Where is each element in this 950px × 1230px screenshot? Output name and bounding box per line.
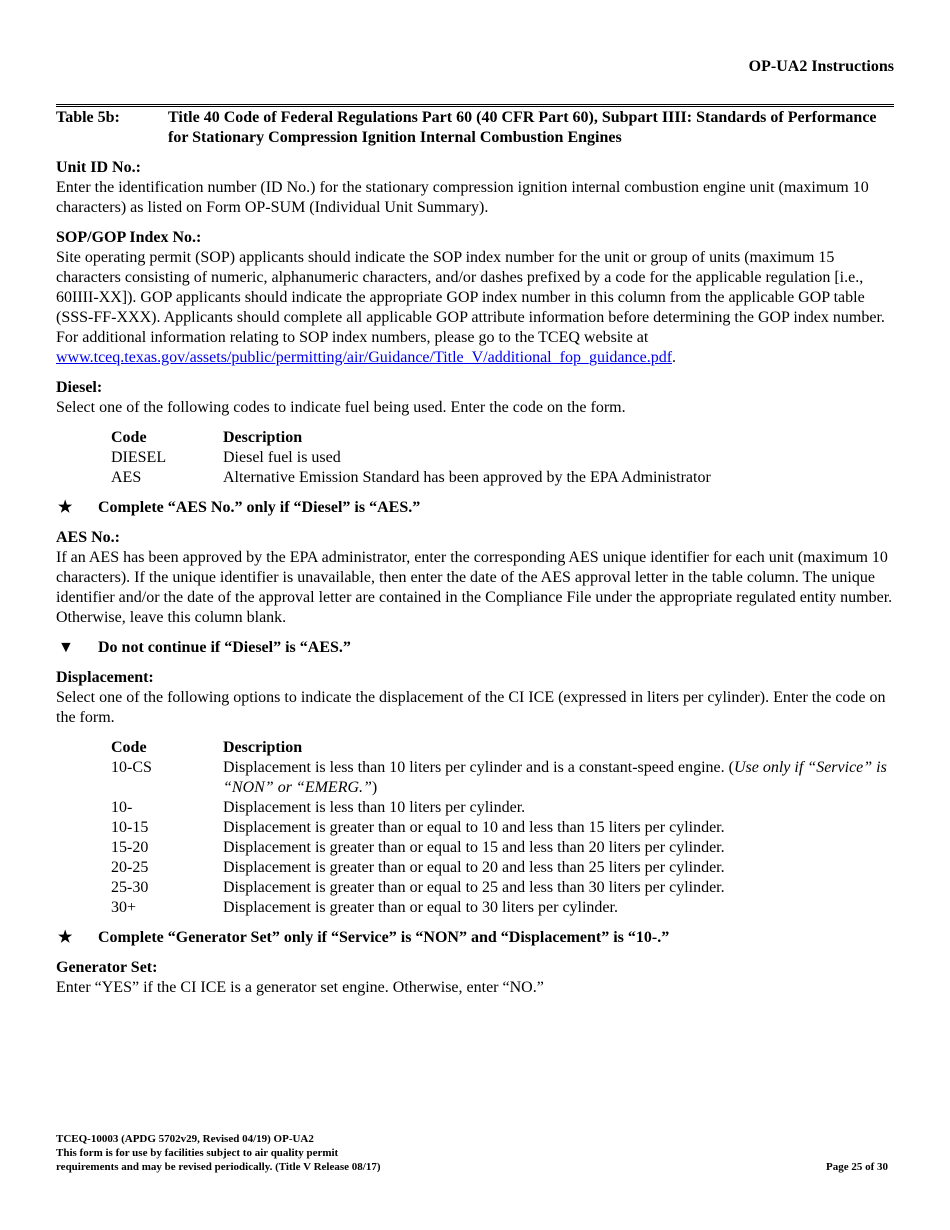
description-cell: Displacement is greater than or equal to 15 and less than 20 liters per cylinder. bbox=[223, 839, 725, 856]
table-row bbox=[111, 818, 894, 838]
footer-form-info bbox=[56, 1132, 380, 1174]
triangle-down-icon: ▼ bbox=[58, 639, 74, 656]
section-aes-no bbox=[56, 528, 894, 628]
diesel-heading: Diesel: bbox=[56, 379, 103, 396]
description-text: Displacement is less than 10 liters per cylinder and is a constant-speed engine. ( bbox=[223, 759, 734, 776]
table-row bbox=[111, 798, 894, 818]
description-cell: Displacement is greater than or equal to 20 and less than 25 liters per cylinder. bbox=[223, 859, 725, 876]
description-cell bbox=[223, 758, 894, 798]
note-stop-aes-text: Do not continue if “Diesel” is “AES.” bbox=[98, 639, 351, 656]
code-cell: AES bbox=[111, 469, 142, 486]
sop-gop-heading: SOP/GOP Index No.: bbox=[56, 229, 202, 246]
description-cell: Displacement is less than 10 liters per cylinder. bbox=[223, 799, 526, 816]
description-italic: Use only if “Service” is “NON” or “EMERG.” bbox=[223, 759, 887, 796]
aes-no-body: If an AES has been approved by the EPA administrator, enter the corresponding AES unique identifier for each unit (maximum 10 characters). If the unique identifier is unavailable, then enter the date of the AES approval letter in the table column. The unique identifier and/or the date of the approval letter are contained in the Compliance File under the appropriate regulated entity number. Otherwise, leave this column blank. bbox=[56, 549, 893, 626]
code-cell: DIESEL bbox=[111, 449, 167, 466]
note-complete-aes bbox=[56, 498, 894, 518]
displacement-heading: Displacement: bbox=[56, 669, 154, 686]
table-row bbox=[111, 878, 894, 898]
description-cell: Diesel fuel is used bbox=[223, 449, 341, 466]
section-sop-gop bbox=[56, 228, 894, 368]
star-icon: ★ bbox=[58, 499, 73, 516]
table-row bbox=[111, 858, 894, 878]
description-cell: Displacement is greater than or equal to 10 and less than 15 liters per cylinder. bbox=[223, 819, 725, 836]
code-cell: 15-20 bbox=[111, 839, 149, 856]
star-icon: ★ bbox=[58, 929, 73, 946]
table-row bbox=[111, 838, 894, 858]
code-cell: 20-25 bbox=[111, 859, 149, 876]
description-cell: Alternative Emission Standard has been approved by the EPA Administrator bbox=[223, 469, 711, 486]
description-cell: Displacement is greater than or equal to 30 liters per cylinder. bbox=[223, 899, 618, 916]
diesel-body: Select one of the following codes to indicate fuel being used. Enter the code on the form. bbox=[56, 399, 626, 416]
section-displacement bbox=[56, 668, 894, 728]
page-header-title: OP-UA2 Instructions bbox=[748, 58, 894, 75]
displacement-code-header bbox=[111, 738, 894, 758]
generator-set-body: Enter “YES” if the CI ICE is a generator set engine. Otherwise, enter “NO.” bbox=[56, 979, 544, 996]
displacement-code-table bbox=[111, 738, 894, 918]
aes-no-heading: AES No.: bbox=[56, 529, 121, 546]
note-stop-aes bbox=[56, 638, 894, 658]
displacement-col-description: Description bbox=[223, 739, 303, 756]
code-cell: 25-30 bbox=[111, 879, 149, 896]
displacement-body: Select one of the following options to indicate the displacement of the CI ICE (expressed in liters per cylinder). Enter the code on the form. bbox=[56, 689, 886, 726]
code-cell: 10-15 bbox=[111, 819, 149, 836]
table-title-text: Title 40 Code of Federal Regulations Part 60 (40 CFR Part 60), Subpart IIII: Standards of Performance for Stationary Compression Ignition Internal Combustion Engines bbox=[168, 109, 877, 146]
table-number: Table 5b: bbox=[56, 109, 120, 126]
section-generator-set bbox=[56, 958, 894, 998]
table-row bbox=[111, 898, 894, 918]
code-cell: 10- bbox=[111, 799, 133, 816]
code-cell: 30+ bbox=[111, 899, 137, 916]
footer-line-1: TCEQ-10003 (APDG 5702v29, Revised 04/19) OP-UA2 bbox=[56, 1133, 314, 1145]
footer-line-3: requirements and may be revised periodically. (Title V Release 08/17) bbox=[56, 1161, 381, 1173]
description-cell: Displacement is greater than or equal to 25 and less than 30 liters per cylinder. bbox=[223, 879, 725, 896]
table-row bbox=[111, 758, 894, 798]
page-footer bbox=[56, 1132, 888, 1174]
code-cell: 10-CS bbox=[111, 759, 152, 776]
diesel-code-table bbox=[111, 428, 894, 488]
section-unit-id bbox=[56, 158, 894, 218]
table-row bbox=[111, 468, 894, 488]
page-number: Page 25 of 30 bbox=[825, 1161, 888, 1173]
note-complete-generator bbox=[56, 928, 894, 948]
diesel-col-code: Code bbox=[111, 429, 147, 446]
displacement-col-code: Code bbox=[111, 739, 147, 756]
sop-gop-body-text: Site operating permit (SOP) applicants should indicate the SOP index number for the unit or group of units (maximum 15 characters consisting of numeric, alphanumeric characters, and/or dashes prefixed by a code for the applicable regulation [i.e., 60IIII-XX]). GOP applicants should indicate the appropriate GOP index number in this column from the applicable GOP table (SSS-FF-XXX). Applicants should complete all applicable GOP attribute information before determining the GOP index number. For additional information relating to SOP index numbers, please go to the TCEQ website at bbox=[56, 249, 885, 346]
guidance-link[interactable]: www.tceq.texas.gov/assets/public/permitting/air/Guidance/Title_V/additional_fop_guidance.pdf bbox=[56, 349, 673, 366]
table-row bbox=[111, 448, 894, 468]
diesel-col-description: Description bbox=[223, 429, 303, 446]
header-rule bbox=[56, 104, 894, 107]
sop-gop-body-end: . bbox=[672, 349, 677, 366]
generator-set-heading: Generator Set: bbox=[56, 959, 158, 976]
table-title bbox=[56, 108, 894, 148]
sop-gop-body bbox=[56, 248, 894, 368]
description-end: ) bbox=[371, 779, 378, 796]
page-content bbox=[56, 108, 894, 1008]
note-complete-aes-text: Complete “AES No.” only if “Diesel” is “AES.” bbox=[98, 499, 421, 516]
footer-line-2: This form is for use by facilities subject to air quality permit bbox=[56, 1147, 339, 1159]
note-complete-generator-text: Complete “Generator Set” only if “Service” is “NON” and “Displacement” is “10-.” bbox=[98, 929, 670, 946]
section-diesel bbox=[56, 378, 894, 418]
diesel-code-header bbox=[111, 428, 894, 448]
unit-id-body: Enter the identification number (ID No.) for the stationary compression ignition internal combustion engine unit (maximum 10 characters) as listed on Form OP-SUM (Individual Unit Summary). bbox=[56, 179, 869, 216]
unit-id-heading: Unit ID No.: bbox=[56, 159, 141, 176]
